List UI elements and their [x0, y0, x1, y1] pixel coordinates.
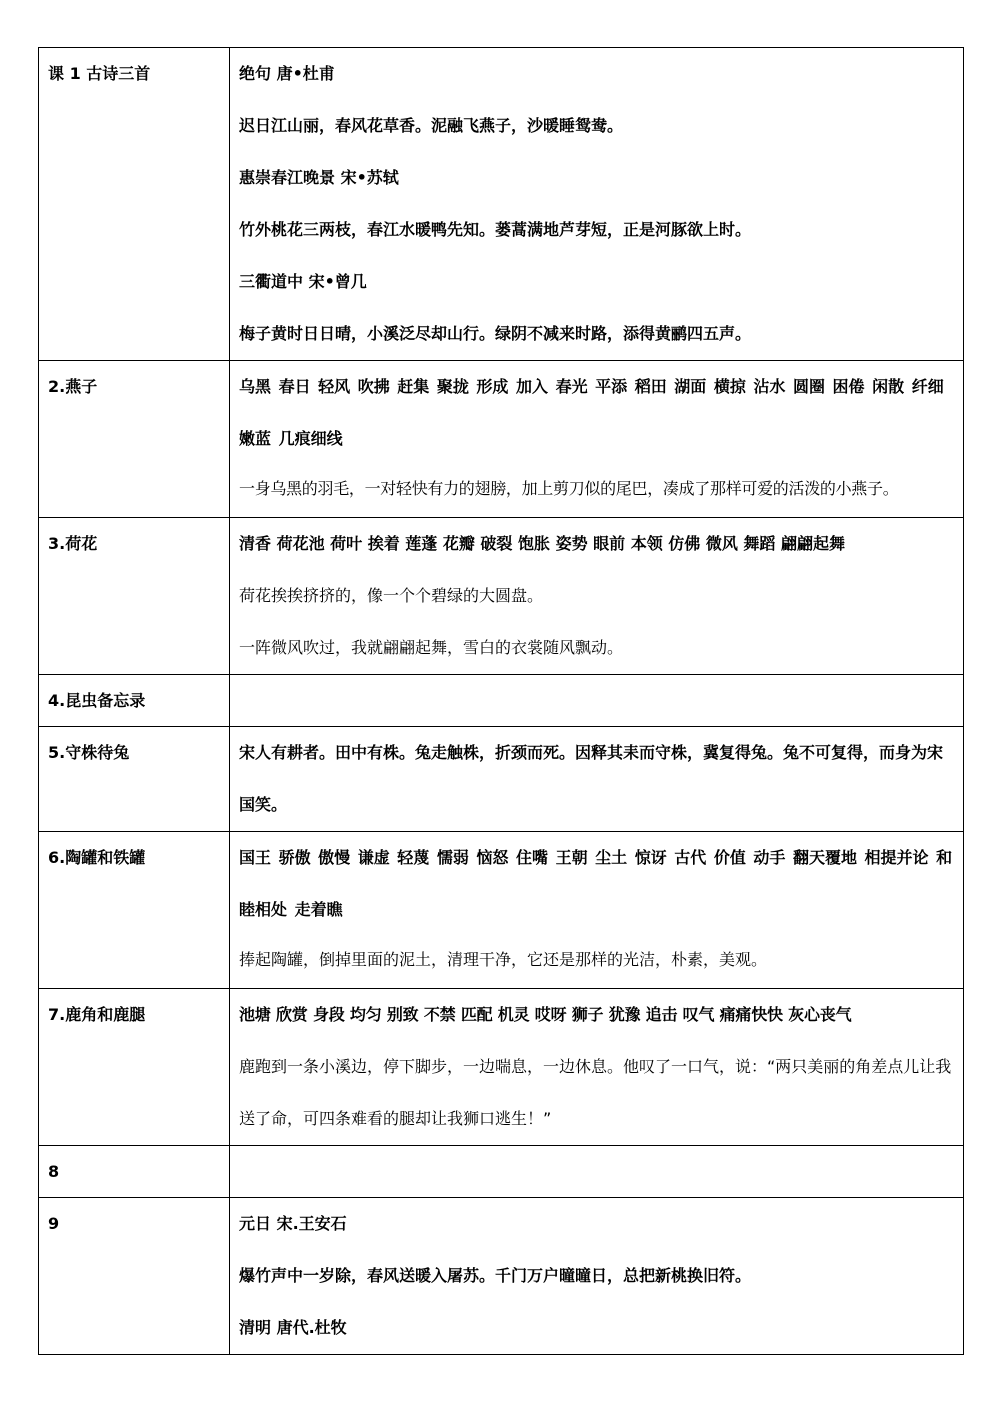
lesson-title: 3.荷花 [39, 518, 230, 675]
table-row [39, 989, 964, 1146]
key-sentence: 鹿跑到一条小溪边，停下脚步，一边喘息，一边休息。他叹了一口气，说：“两只美丽的角差点儿让我送了命，可四条难看的腿却让我狮口逃生！” [239, 1057, 952, 1128]
lesson-content [230, 518, 964, 675]
lesson-title: 6.陶罐和铁罐 [39, 832, 230, 989]
lesson-title: 8 [39, 1146, 230, 1198]
lesson-title: 2.燕子 [39, 361, 230, 518]
table-row [39, 1198, 964, 1355]
key-sentence: 一身乌黑的羽毛，一对轻快有力的翅膀，加上剪刀似的尾巴，凑成了那样可爱的活泼的小燕子。 [239, 479, 899, 498]
lesson-content [230, 989, 964, 1146]
vocabulary-list: 清香 荷花池 荷叶 挨着 莲蓬 花瓣 破裂 饱胀 姿势 眼前 本领 仿佛 微风 舞蹈 翩翩起舞 [239, 534, 845, 553]
vocabulary-list: 乌黑 春日 轻风 吹拂 赶集 聚拢 形成 加入 春光 平添 稻田 湖面 横掠 沾水 圆圈 困倦 闲散 纤细 嫩蓝 几痕细线 [239, 377, 944, 448]
table-row [39, 675, 964, 727]
lesson-title: 9 [39, 1198, 230, 1355]
lesson-content [230, 361, 964, 518]
lesson-content [230, 832, 964, 989]
poem-title: 惠崇春江晚景 宋•苏轼 [239, 168, 399, 187]
table-row [39, 1146, 964, 1198]
table-row [39, 518, 964, 675]
lesson-content [230, 48, 964, 361]
lesson-title: 5.守株待兔 [39, 727, 230, 832]
poem-title: 三衢道中 宋•曾几 [239, 272, 367, 291]
vocabulary-list: 国王 骄傲 傲慢 谦虚 轻蔑 懦弱 恼怒 住嘴 王朝 尘土 惊讶 古代 价值 动手 翻天覆地 相提并论 和睦相处 走着瞧 [239, 848, 953, 919]
poem-text: 爆竹声中一岁除，春风送暖入屠苏。千门万户曈曈日，总把新桃换旧符。 [239, 1266, 752, 1285]
table-row [39, 48, 964, 361]
lesson-content [230, 727, 964, 832]
lesson-content [230, 1198, 964, 1355]
poem-title: 清明 唐代.杜牧 [239, 1318, 347, 1337]
lesson-title: 4.昆虫备忘录 [39, 675, 230, 727]
poem-text: 竹外桃花三两枝，春江水暖鸭先知。蒌蒿满地芦芽短，正是河豚欲上时。 [239, 220, 752, 239]
table-row [39, 727, 964, 832]
lesson-title: 课 1 古诗三首 [39, 48, 230, 361]
key-sentence: 一阵微风吹过，我就翩翩起舞，雪白的衣裳随风飘动。 [239, 638, 624, 657]
poem-text: 迟日江山丽，春风花草香。泥融飞燕子，沙暖睡鸳鸯。 [239, 116, 624, 135]
lesson-content [230, 675, 964, 727]
table-row [39, 361, 964, 518]
poem-title: 绝句 唐•杜甫 [239, 64, 335, 83]
notes-table [38, 47, 964, 1355]
lesson-title: 7.鹿角和鹿腿 [39, 989, 230, 1146]
key-sentence: 荷花挨挨挤挤的，像一个个碧绿的大圆盘。 [239, 586, 544, 605]
table-row [39, 832, 964, 989]
poem-title: 元日 宋.王安石 [239, 1214, 347, 1233]
lesson-content [230, 1146, 964, 1198]
poem-text: 梅子黄时日日晴，小溪泛尽却山行。绿阴不减来时路，添得黄鹂四五声。 [239, 324, 752, 343]
classical-text: 宋人有耕者。田中有株。兔走触株，折颈而死。因释其耒而守株，冀复得兔。兔不可复得，而身为宋国笑。 [239, 743, 944, 814]
key-sentence: 捧起陶罐，倒掉里面的泥土，清理干净，它还是那样的光洁，朴素，美观。 [239, 950, 768, 969]
vocabulary-list: 池塘 欣赏 身段 均匀 别致 不禁 匹配 机灵 哎呀 狮子 犹豫 追击 叹气 痛痛快快 灰心丧气 [239, 1005, 852, 1024]
